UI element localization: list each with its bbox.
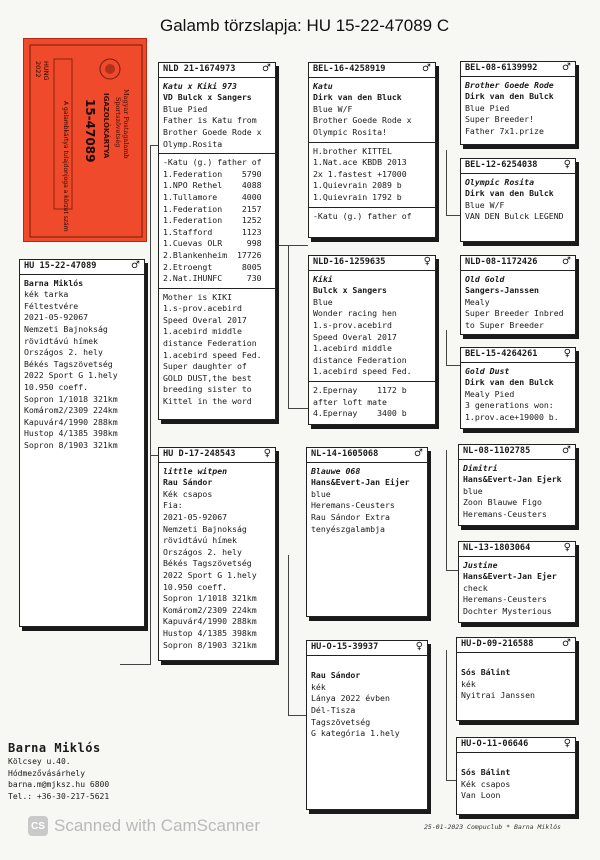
text-line: Speed Overal 2017 bbox=[313, 331, 397, 342]
card-body bbox=[313, 211, 431, 223]
sire-card bbox=[158, 62, 276, 420]
owner-block bbox=[8, 740, 109, 802]
text-line: 4.Epernay 3400 b bbox=[313, 408, 407, 419]
text-line: H.brother KITTEL bbox=[313, 145, 392, 156]
card-body bbox=[163, 157, 271, 285]
ring-number: HU D-17-248543 bbox=[163, 449, 236, 459]
text-line: to Super Breeder bbox=[465, 319, 544, 330]
card-body bbox=[461, 779, 571, 802]
connector-line bbox=[288, 715, 308, 716]
card-body bbox=[163, 104, 271, 150]
connector-line bbox=[274, 245, 308, 246]
text-line: tenyészgalambja bbox=[311, 523, 385, 534]
text-line: 1.Tullamore 4000 bbox=[163, 191, 262, 202]
female-icon: ♀ bbox=[415, 641, 423, 652]
text-line: Sopron 8/1903 321km bbox=[163, 639, 257, 650]
card-header bbox=[307, 448, 427, 463]
connector-line bbox=[288, 245, 289, 408]
bird-name: little witpen bbox=[163, 465, 228, 476]
breeder-name: Sós Bálint bbox=[461, 667, 511, 678]
female-icon: ♀ bbox=[563, 159, 571, 170]
spacer bbox=[461, 756, 571, 768]
male-icon: ♂ bbox=[562, 638, 571, 649]
breeder-name: Rau Sándor bbox=[311, 670, 361, 681]
sss-card bbox=[460, 61, 576, 145]
divider bbox=[159, 288, 275, 289]
text-line: Kapuvár4/1990 288km bbox=[163, 616, 257, 627]
text-line: Békés Tagszövetség bbox=[24, 358, 113, 369]
breeder-name: Dirk van den Bulck bbox=[465, 91, 554, 102]
text-line: 1.acebird middle bbox=[163, 326, 242, 337]
card-header bbox=[307, 641, 427, 656]
card-body bbox=[465, 297, 571, 332]
text-line: 1.s-prov.acebird bbox=[163, 303, 242, 314]
text-line: VAN DEN Bulck LEGEND bbox=[465, 211, 564, 222]
text-line: Van Loon bbox=[461, 790, 501, 801]
text-line: Kék csapos bbox=[461, 778, 511, 789]
dds-card bbox=[456, 637, 576, 721]
registration-stamp bbox=[23, 38, 147, 242]
text-line: Tagszövetség bbox=[311, 716, 371, 727]
card-header bbox=[459, 445, 575, 460]
text-line: 1.Federation 1252 bbox=[163, 215, 262, 226]
card-header bbox=[461, 256, 575, 271]
card-body bbox=[465, 200, 571, 223]
text-line: rövidtávú hímek bbox=[24, 335, 98, 346]
text-line: Blue W/F bbox=[313, 103, 353, 114]
card-header bbox=[461, 159, 575, 174]
text-line: Fia: bbox=[163, 500, 183, 511]
stamp-graphic bbox=[24, 39, 148, 243]
card-body bbox=[311, 489, 423, 535]
text-line: Sopron 1/1018 321km bbox=[24, 393, 118, 404]
bird-name: Katu x Kiki 973 bbox=[163, 80, 237, 91]
female-icon: ♀ bbox=[563, 348, 571, 359]
text-line: Rau Sándor Extra bbox=[311, 511, 390, 522]
breeder-name: Bulck x Sangers bbox=[313, 285, 387, 296]
text-line: Féltestvére bbox=[24, 300, 79, 311]
male-icon: ♂ bbox=[422, 63, 431, 74]
ring-number: HU-O-11-06646 bbox=[461, 739, 529, 749]
dam-sire-card bbox=[306, 447, 428, 617]
footer-text: 25-01-2023 Compuclub * Barna Miklós bbox=[424, 823, 561, 831]
divider bbox=[309, 142, 435, 143]
card-header bbox=[159, 448, 275, 463]
owner-name: Barna Miklós bbox=[8, 741, 101, 755]
breeder-name: Hans&Evert-Jan Ejerk bbox=[463, 474, 562, 485]
connector-line bbox=[446, 330, 447, 365]
ring-number: BEL-16-4258919 bbox=[313, 64, 386, 74]
ring-number: NL-13-1803064 bbox=[463, 543, 531, 553]
male-icon: ♂ bbox=[414, 448, 423, 459]
connector-line bbox=[288, 408, 308, 409]
text-line: Mealy Pied bbox=[465, 388, 515, 399]
text-line: breeding sister to bbox=[163, 384, 252, 395]
card-body bbox=[463, 583, 571, 618]
text-line: 1.acebird speed Fed. bbox=[313, 366, 412, 377]
card-header bbox=[461, 348, 575, 363]
text-line: 3 generations won: bbox=[465, 400, 554, 411]
card-body bbox=[313, 104, 431, 139]
text-line: 1.Quievrain 1792 b bbox=[313, 191, 402, 202]
text-line: blue bbox=[311, 488, 331, 499]
text-line: 2.Etroengt 8005 bbox=[163, 261, 262, 272]
sds-card bbox=[460, 255, 576, 335]
text-line: barna.m@mjksz.hu 6800 bbox=[8, 780, 110, 789]
text-line: kék tarka bbox=[24, 289, 69, 300]
text-line: Kék csapos bbox=[163, 488, 213, 499]
breeder-name: Rau Sándor bbox=[163, 477, 213, 488]
stamp-year: 2022 bbox=[34, 61, 42, 78]
connector-line bbox=[120, 664, 151, 665]
ring-number: HU-D-09-216588 bbox=[461, 639, 534, 649]
text-line: 10.950 coeff. bbox=[24, 381, 89, 392]
text-line: Father is Katu from bbox=[163, 115, 257, 126]
breeder-name: Dirk van den Bulck bbox=[465, 377, 554, 388]
breeder-name: VD Bulck x Sangers bbox=[163, 92, 252, 103]
divider bbox=[309, 381, 435, 382]
ring-number: HU 15-22-47089 bbox=[24, 261, 97, 271]
text-line: Super Breeder Inbred bbox=[465, 308, 564, 319]
ring-number: HU-O-15-39937 bbox=[311, 642, 379, 652]
text-line: 1.acebird speed Fed. bbox=[163, 349, 262, 360]
text-line: -Katu (g.) father of bbox=[313, 210, 412, 221]
text-line: Kölcsey u.40. bbox=[8, 757, 71, 766]
text-line: 10.950 coeff. bbox=[163, 581, 228, 592]
connector-line bbox=[150, 455, 158, 456]
bird-name: Gold Dust bbox=[465, 365, 510, 376]
card-header bbox=[159, 63, 275, 78]
text-line: 2021-05-92067 bbox=[163, 511, 228, 522]
dam-card bbox=[158, 447, 276, 661]
ring-number: NLD 21-1674973 bbox=[163, 64, 236, 74]
text-line: Super Breeder! bbox=[465, 114, 535, 125]
sire-dam-card bbox=[308, 255, 436, 425]
card-body bbox=[24, 278, 140, 452]
text-line: 1.Quievrain 2089 b bbox=[313, 180, 402, 191]
card-body bbox=[465, 103, 571, 138]
text-line: Nemzeti Bajnokság bbox=[24, 323, 108, 334]
ring-number: BEL-15-4264261 bbox=[465, 349, 538, 359]
connector-line bbox=[446, 150, 447, 215]
text-line: -Katu (g.) father of bbox=[163, 157, 262, 168]
stamp-line3: IGAZOLÓKÁRTYA bbox=[102, 93, 110, 159]
breeder-name: Dirk van den Bulck bbox=[465, 188, 554, 199]
text-line: Kapuvár4/1990 288km bbox=[24, 416, 118, 427]
bird-name: Katu bbox=[313, 80, 333, 91]
text-line: Olympic Rosita! bbox=[313, 126, 387, 137]
card-header bbox=[459, 542, 575, 557]
text-line: 1.prov.ace+19000 b. bbox=[465, 411, 559, 422]
text-line: Sopron 1/1018 321km bbox=[163, 593, 257, 604]
ring-number: BEL-12-6254038 bbox=[465, 160, 538, 170]
male-icon: ♂ bbox=[131, 260, 140, 271]
text-line: distance Federation bbox=[313, 354, 407, 365]
card-body bbox=[461, 679, 571, 702]
text-line: Nemzeti Bajnokság bbox=[163, 523, 247, 534]
text-line: Hustop 4/1385 398km bbox=[163, 627, 257, 638]
stamp-line1: Magyar Postagalamb bbox=[122, 89, 130, 159]
ring-number: NL-14-1605068 bbox=[311, 449, 379, 459]
connector-line bbox=[446, 650, 447, 780]
card-body bbox=[313, 385, 431, 420]
text-line: 2021-05-92067 bbox=[24, 312, 89, 323]
divider bbox=[159, 153, 275, 154]
text-line: 2022 Sport G 1.hely bbox=[24, 370, 118, 381]
text-line: Speed Overal 2017 bbox=[163, 314, 247, 325]
breeder-name: Sós Bálint bbox=[461, 767, 511, 778]
text-line: Blue W/F bbox=[465, 199, 505, 210]
card-header bbox=[309, 63, 435, 78]
text-line: Tel.: +36-30-217-5621 bbox=[8, 791, 110, 801]
text-line: Wonder racing hen bbox=[313, 308, 397, 319]
female-icon: ♀ bbox=[263, 448, 271, 459]
card-header bbox=[461, 62, 575, 77]
card-body bbox=[313, 297, 431, 378]
female-icon: ♀ bbox=[423, 256, 431, 267]
bird-name: Blauwe 068 bbox=[311, 465, 361, 476]
dsd-card bbox=[458, 541, 576, 623]
text-line: 2.Nat.IHUNFC 730 bbox=[163, 273, 262, 284]
spacer bbox=[461, 656, 571, 668]
text-line: Dél-Tisza bbox=[311, 704, 356, 715]
ring-number: NL-08-1102785 bbox=[463, 446, 531, 456]
text-line: Heremans-Ceusters bbox=[463, 594, 547, 605]
text-line: GOLD DUST,the best bbox=[163, 372, 252, 383]
text-line: rövidtávú hímek bbox=[163, 535, 237, 546]
text-line: Mealy bbox=[465, 296, 490, 307]
card-body bbox=[163, 489, 271, 651]
text-line: kék bbox=[311, 681, 326, 692]
bird-name: Justine bbox=[463, 559, 498, 570]
card-header bbox=[457, 638, 575, 653]
text-line: Lánya 2022 évben bbox=[311, 693, 390, 704]
breeder-name: Dirk van den Bluck bbox=[313, 92, 402, 103]
text-line: Blue Pied bbox=[163, 103, 208, 114]
card-body bbox=[463, 486, 571, 521]
card-header bbox=[20, 260, 144, 275]
breeder-name: Sangers-Janssen bbox=[465, 285, 539, 296]
text-line: blue bbox=[463, 485, 483, 496]
text-line: 1.Stafford 1123 bbox=[163, 226, 262, 237]
subject-card bbox=[19, 259, 145, 627]
text-line: distance Federation bbox=[163, 338, 257, 349]
text-line: 2.Epernay 1172 b bbox=[313, 384, 407, 395]
male-icon: ♂ bbox=[562, 62, 571, 73]
text-line: Blue Pied bbox=[465, 102, 510, 113]
ring-number: NLD-08-1172426 bbox=[465, 257, 538, 267]
bird-name: Kiki bbox=[313, 273, 333, 284]
sire-sire-card bbox=[308, 62, 436, 238]
connector-line bbox=[446, 450, 447, 570]
owner-address bbox=[8, 756, 109, 802]
stamp-number: 15-47089 bbox=[83, 99, 97, 163]
text-line: Komárom2/2309 224km bbox=[163, 604, 257, 615]
text-line: Békés Tagszövetség bbox=[163, 558, 252, 569]
text-line: 1.s-prov.acebird bbox=[313, 319, 392, 330]
connector-line bbox=[150, 145, 151, 665]
bird-name: Old Gold bbox=[465, 273, 505, 284]
connector-line bbox=[446, 365, 460, 366]
sdd-card bbox=[460, 347, 576, 429]
text-line: 1.acebird middle bbox=[313, 343, 392, 354]
text-line: Nyitrai Janssen bbox=[461, 690, 535, 701]
text-line: Sopron 8/1903 321km bbox=[24, 439, 118, 450]
text-line: 1.Federation 2157 bbox=[163, 203, 262, 214]
page-title: Galamb törzslapja: HU 15-22-47089 C bbox=[160, 16, 450, 35]
dss-card bbox=[458, 444, 576, 526]
ddd-card bbox=[456, 737, 576, 815]
text-line: 1.Nat.ace KBDB 2013 bbox=[313, 157, 407, 168]
card-body bbox=[311, 682, 423, 740]
male-icon: ♂ bbox=[562, 256, 571, 267]
text-line: Országos 2. hely bbox=[24, 347, 103, 358]
divider bbox=[309, 207, 435, 208]
breeder-name: Hans&Evert-Jan Eijer bbox=[311, 477, 410, 488]
text-line: 1.NPO Rethel 4088 bbox=[163, 180, 262, 191]
stamp-hung: HUNG bbox=[42, 61, 50, 81]
card-header bbox=[457, 738, 575, 753]
connector-line bbox=[150, 145, 158, 146]
text-line: Zoon Blauwe Figo bbox=[463, 497, 542, 508]
ring-number: NLD-16-1259635 bbox=[313, 257, 386, 267]
text-line: 2x 1.fastest +17000 bbox=[313, 168, 407, 179]
ssd-card bbox=[460, 158, 576, 242]
text-line: Blue bbox=[313, 296, 333, 307]
text-line: 1.Cuevas OLR 998 bbox=[163, 238, 262, 249]
card-header bbox=[309, 256, 435, 271]
male-icon: ♂ bbox=[562, 445, 571, 456]
bird-name: Dimitri bbox=[463, 462, 498, 473]
text-line: G kategória 1.hely bbox=[311, 728, 400, 739]
ring-number: BEL-08-6139992 bbox=[465, 63, 538, 73]
text-line: 2022 Sport G 1.hely bbox=[163, 569, 257, 580]
scanner-watermark bbox=[28, 816, 260, 836]
card-body bbox=[163, 292, 271, 408]
card-body bbox=[313, 146, 431, 204]
text-line: Dochter Mysterious bbox=[463, 605, 552, 616]
text-line: kék bbox=[461, 678, 476, 689]
bird-name: Olympic Rosita bbox=[465, 176, 535, 187]
text-line: after loft mate bbox=[313, 396, 387, 407]
stamp-line2: Sportszövetség bbox=[114, 97, 122, 148]
text-line: Super daughter of bbox=[163, 361, 247, 372]
text-line: Barna Miklós bbox=[24, 277, 84, 288]
text-line: Hustop 4/1385 398km bbox=[24, 428, 118, 439]
card-body bbox=[465, 389, 571, 424]
text-line: Hódmezővásárhely bbox=[8, 768, 86, 778]
dam-dam-card bbox=[306, 640, 428, 810]
male-icon: ♂ bbox=[262, 63, 271, 74]
text-line: Kittel in the word bbox=[163, 396, 252, 407]
stamp-note: A galambkártya tulajdonjoga a körzet szám bbox=[62, 101, 69, 232]
text-line: Brother Goede Rode x bbox=[313, 115, 412, 126]
text-line: check bbox=[463, 582, 488, 593]
text-line: Komárom2/2309 224km bbox=[24, 405, 118, 416]
text-line: Brother Goede Rode x bbox=[163, 126, 262, 137]
breeder-name: Hans&Evert-Jan Ejer bbox=[463, 571, 557, 582]
female-icon: ♀ bbox=[563, 738, 571, 749]
text-line: 1.Federation 5790 bbox=[163, 168, 262, 179]
female-icon: ♀ bbox=[563, 542, 571, 553]
text-line: Mother is KIKI bbox=[163, 291, 233, 302]
text-line: Heremans-Ceusters bbox=[311, 500, 395, 511]
spacer bbox=[311, 659, 423, 671]
text-line: Olymp.Rosita bbox=[163, 138, 223, 149]
text-line: Országos 2. hely bbox=[163, 546, 242, 557]
connector-line bbox=[288, 555, 289, 715]
text-line: Father 7x1.prize bbox=[465, 125, 544, 136]
scanner-text: Scanned with CamScanner bbox=[54, 816, 261, 835]
bird-name: Brother Goede Rode bbox=[465, 79, 554, 90]
text-line: Heremans-Ceusters bbox=[463, 508, 547, 519]
connector-line bbox=[446, 215, 460, 216]
camscanner-logo-icon: CS bbox=[28, 816, 48, 836]
text-line: 2.Blankenheim 17726 bbox=[163, 249, 262, 260]
